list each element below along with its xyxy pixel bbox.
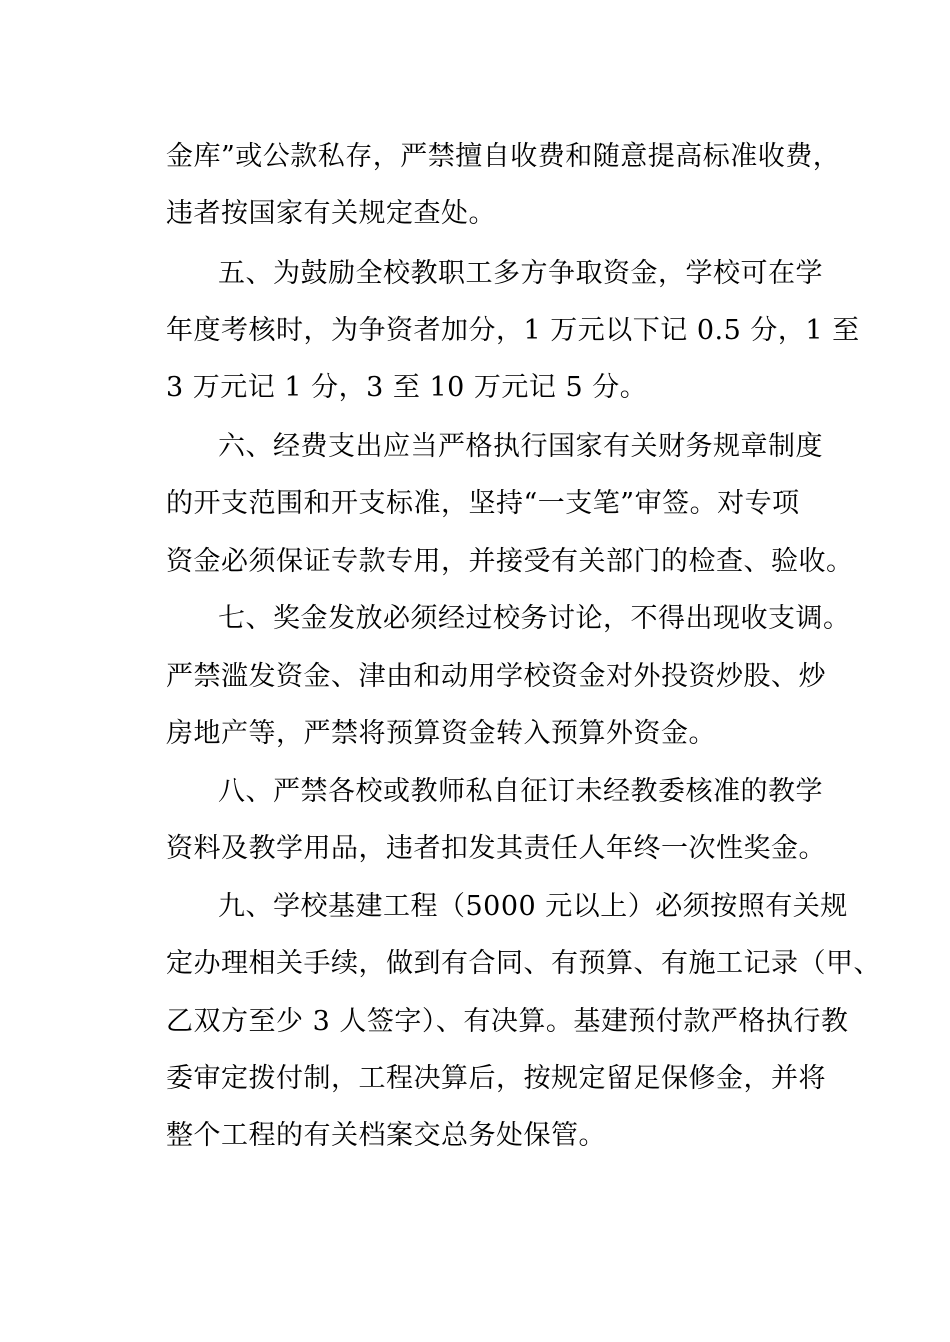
text-line: 定办理相关手续，做到有合同、有预算、有施工记录（甲、 xyxy=(166,948,881,979)
text-line: 年度考核时，为争资者加分，1 万元以下记 0.5 分，1 至 xyxy=(166,315,860,346)
text-line: 3 万元记 1 分，3 至 10 万元记 5 分。 xyxy=(166,372,648,403)
text-line: 严禁滥发资金、津由和动用学校资金对外投资炒股、炒 xyxy=(166,661,826,692)
text-line: 金库”或公款私存，严禁擅自收费和随意提高标准收费， xyxy=(166,141,841,172)
text-line: 房地产等，严禁将预算资金转入预算外资金。 xyxy=(166,718,716,749)
text-line: 违者按国家有关规定查处。 xyxy=(166,198,496,229)
text-line: 委审定拨付制，工程决算后，按规定留足保修金，并将 xyxy=(166,1063,826,1094)
text-line: 乙双方至少 3 人签字）、有决算。基建预付款严格执行教 xyxy=(166,1006,849,1037)
paragraph-8-start: 八、严禁各校或教师私自征订未经教委核准的教学 xyxy=(218,776,823,807)
text-line: 资金必须保证专款专用，并接受有关部门的检查、验收。 xyxy=(166,546,854,577)
text-line: 资料及教学用品，违者扣发其责任人年终一次性奖金。 xyxy=(166,833,826,864)
text-line: 整个工程的有关档案交总务处保管。 xyxy=(166,1120,606,1151)
text-line: 的开支范围和开支标准，坚持“一支笔”审签。对专项 xyxy=(166,488,800,519)
paragraph-6-start: 六、经费支出应当严格执行国家有关财务规章制度 xyxy=(218,431,823,462)
paragraph-7-start: 七、奖金发放必须经过校务讨论，不得出现收支调。 xyxy=(218,603,851,634)
paragraph-9-start: 九、学校基建工程（5000 元以上）必须按照有关规 xyxy=(218,891,848,922)
paragraph-5-start: 五、为鼓励全校教职工多方争取资金，学校可在学 xyxy=(218,258,823,289)
